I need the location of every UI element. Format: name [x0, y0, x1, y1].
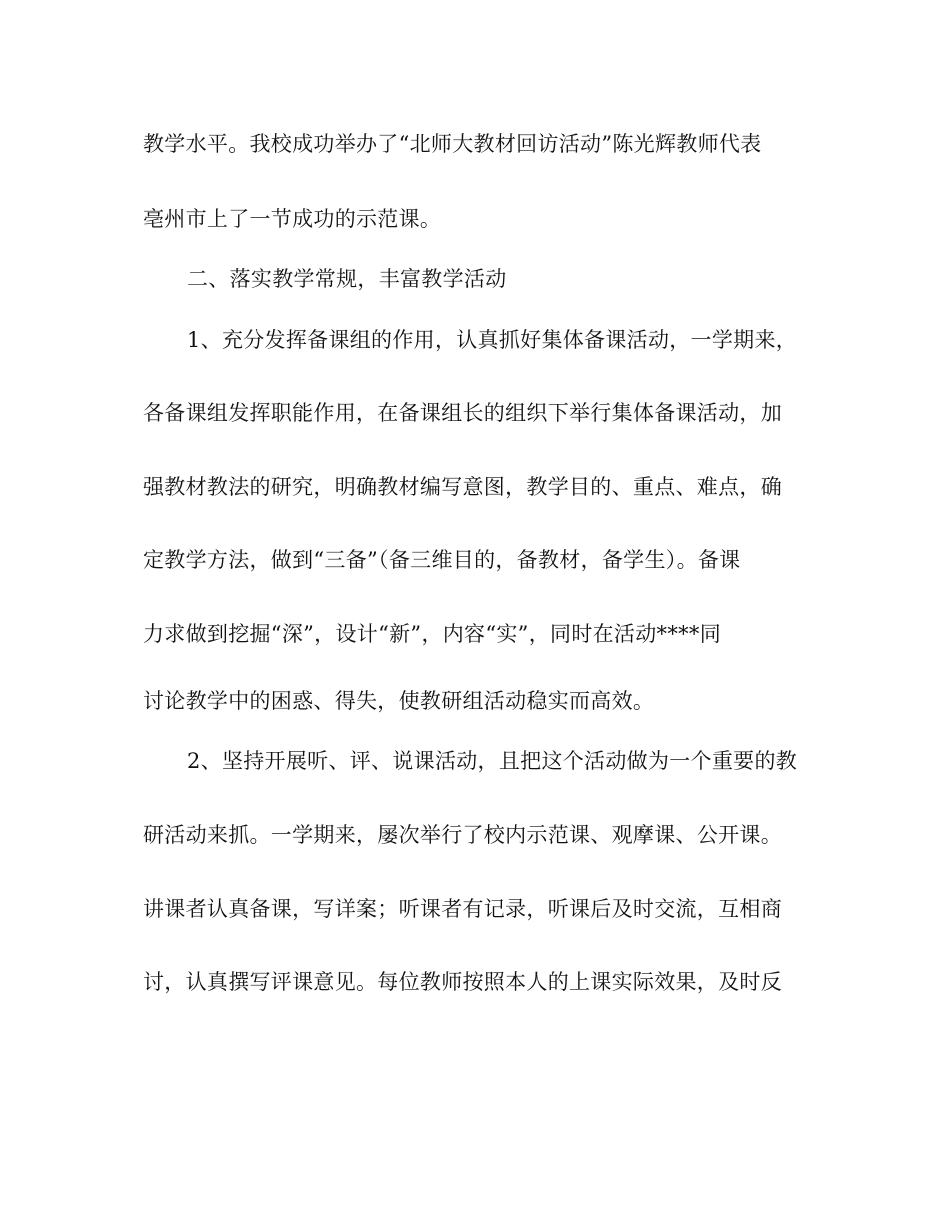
body-text-line: 讨，认真撰写评课意见。每位教师按照本人的上课实际效果，及时反: [143, 970, 782, 994]
section-heading: 二、落实教学常规，丰富教学活动: [187, 267, 507, 291]
body-text-line: 讨论教学中的困惑、得失，使教研组活动稳实而高效。: [143, 689, 655, 713]
body-text-line: 亳州市上了一节成功的示范课。: [143, 207, 442, 231]
body-text-line: 讲课者认真备课，写详案；听课者有记录，听课后及时交流，互相商: [143, 897, 782, 921]
body-text-line: 研活动来抓。一学期来，屡次举行了校内示范课、观摩课、公开课。: [143, 823, 782, 847]
body-text-line: 各备课组发挥职能作用，在备课组长的组织下举行集体备课活动，加: [143, 401, 782, 425]
body-text-line: 力求做到挖掘“深”，设计“新”，内容“实”，同时在活动****同: [143, 622, 722, 646]
body-text-line: 定教学方法，做到“三备”（备三维目的，备教材，备学生）。备课: [143, 548, 741, 572]
paragraph-first-line: 2、坚持开展听、评、说课活动，且把这个活动做为一个重要的教: [187, 749, 798, 773]
paragraph-first-line: 1、充分发挥备课组的作用，认真抓好集体备课活动，一学期来，: [187, 328, 798, 352]
body-text-line: 教学水平。我校成功举办了“北师大教材回访活动”陈光辉教师代表: [143, 132, 762, 156]
body-text-line: 强教材教法的研究，明确教材编写意图，教学目的、重点、难点，确: [143, 475, 782, 499]
